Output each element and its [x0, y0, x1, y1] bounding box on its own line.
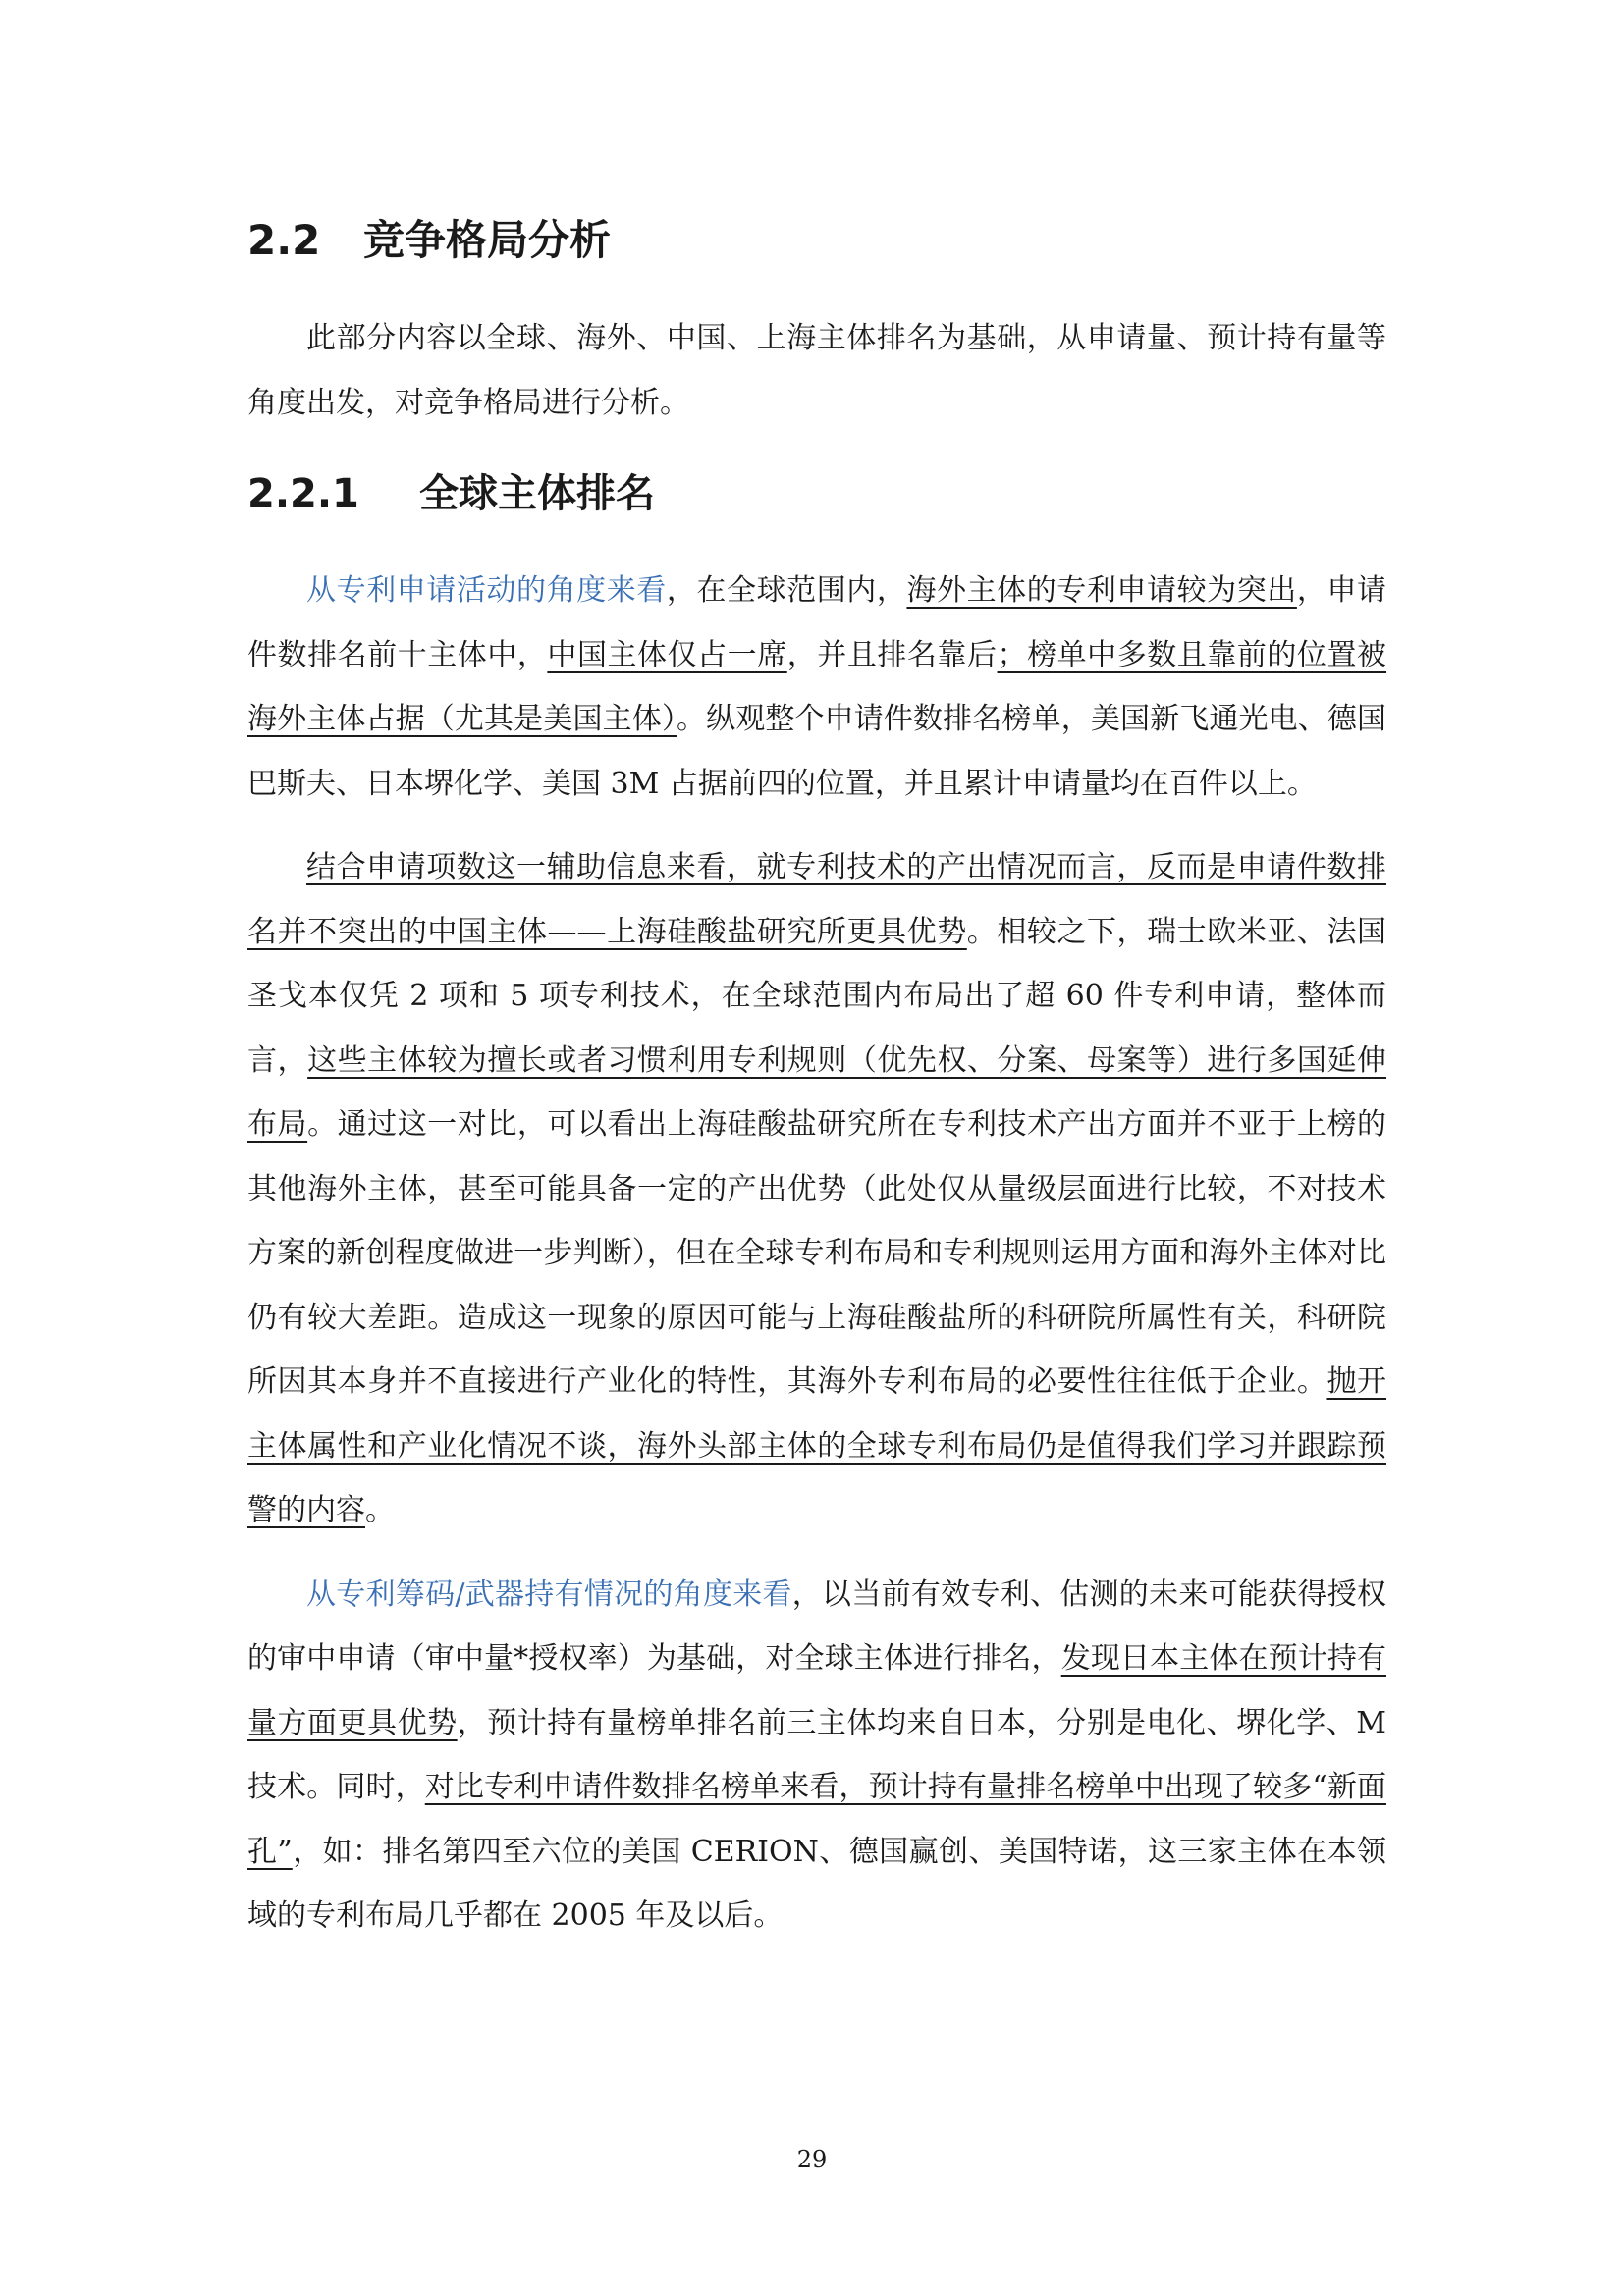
underlined-text: 抛开主体属性和产业化情况不谈，海外头部主体的全球专利布局仍是值得我们学习并跟踪预警的内容	[247, 1364, 1387, 1527]
body-text: ，并且排名靠后	[786, 637, 998, 672]
subsection-heading	[247, 454, 1386, 533]
subsection-title: 全球主体排名	[419, 471, 655, 516]
underlined-text: 中国主体仅占一席	[547, 637, 787, 672]
body-text: 。	[365, 1493, 395, 1527]
subsection-number: 2.2.1	[247, 471, 359, 516]
body-text: ，以当前有效专利、估测的未来可能获得授权的审中申请（审中量*授权率）为基础，对全球主体进行排名，	[247, 1576, 1387, 1676]
paragraph-application-activity	[247, 559, 1386, 816]
underlined-text: 发现日本主体在预计持有量方面更具优势	[247, 1641, 1387, 1740]
underlined-text: ；榜单中多数且靠前的位置被海外主体占据（尤其是美国主体）	[247, 637, 1387, 736]
underlined-text: 结合申请项数这一辅助信息来看，就专利技术的产出情况而言，反而是申请件数排名并不突出的中国主体——上海硅酸盐研究所更具优势	[247, 850, 1386, 949]
body-text: 。相较之下，瑞士欧米亚、法国圣戈本仅凭 2 项和 5 项专利技术，在全球范围内布局出了超 60 件专利申请，整体而言，	[247, 914, 1387, 1078]
page-content	[247, 196, 1386, 1968]
body-text: ，如：排名第四至六位的美国 CERION、德国赢创、美国特诺，这三家主体在本领域的专利布局几乎都在 2005 年及以后。	[247, 1834, 1386, 1933]
highlight-lead: 从专利筹码/武器持有情况的角度来看	[306, 1576, 792, 1612]
body-text: 。通过这一对比，可以看出上海硅酸盐研究所在专利技术产出方面并不亚于上榜的其他海外主体，甚至可能具备一定的产出优势（此处仅从量级层面进行比较，不对技术方案的新创程度做进一步判断），但在全球专利布局和专利规则运用方面和海外主体对比仍有较大差距。造成这一现象的原因可能与上海硅酸盐所的科研院所属性有关，科研院所因其本身并不直接进行产业化的特性，其海外专利布局的必要性往往低于企业。	[247, 1107, 1387, 1399]
section-title: 竞争格局分析	[363, 216, 612, 264]
body-text: ，申请件数排名前十主体中，	[247, 573, 1387, 672]
section-heading	[247, 196, 1386, 285]
section-number: 2.2	[247, 216, 321, 264]
highlight-lead: 从专利申请活动的角度来看	[306, 573, 667, 608]
underlined-text: 对比专利申请件数排名榜单来看，预计持有量排名榜单中出现了较多“新面孔”	[247, 1770, 1387, 1869]
body-text: 。纵观整个申请件数排名榜单，美国新飞通光电、德国巴斯夫、日本堺化学、美国 3M 占据前四的位置，并且累计申请量均在百件以上。	[247, 702, 1387, 801]
page-number: 29	[796, 2146, 828, 2173]
body-text: ，预计持有量榜单排名前三主体均来自日本，分别是电化、堺化学、M 技术。同时，	[247, 1705, 1387, 1804]
paragraph-application-items	[247, 835, 1386, 1543]
body-text: ，在全球范围内，	[666, 573, 907, 608]
paragraph-patent-holdings	[247, 1563, 1386, 1949]
section-intro: 此部分内容以全球、海外、中国、上海主体排名为基础，从申请量、预计持有量等角度出发，对竞争格局进行分析。	[247, 321, 1386, 420]
underlined-text: 这些主体较为擅长或者习惯利用专利规则（优先权、分案、母案等）进行多国延伸布局	[247, 1042, 1387, 1142]
underlined-text: 海外主体的专利申请较为突出	[906, 573, 1297, 608]
